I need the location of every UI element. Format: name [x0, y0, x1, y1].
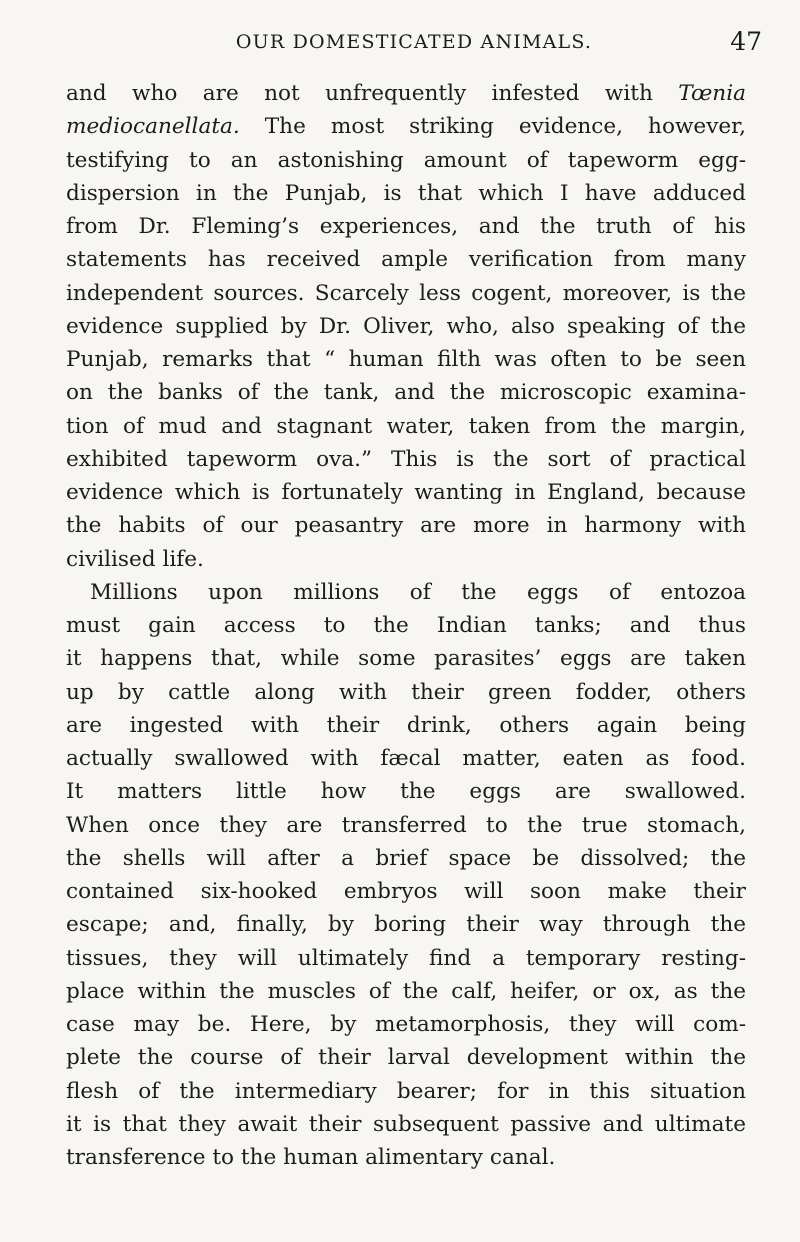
text-line: actually swallowed with fæcal matter, eaten as food.	[66, 746, 746, 771]
text-line: must gain access to the Indian tanks; and thus	[66, 613, 746, 638]
text-line: escape; and, finally, by boring their way through the	[66, 912, 746, 938]
text-line: statements has received ample verification from many	[66, 247, 746, 273]
text-line: tissues, they will ultimately find a temporary resting-	[66, 945, 746, 971]
text-line: When once they are transferred to the true stomach,	[66, 812, 746, 838]
text-line: evidence which is fortunately wanting in England, because	[66, 480, 746, 505]
page-number: 47	[730, 27, 762, 56]
text-line: contained six-hooked embryos will soon make their	[66, 879, 746, 904]
text-line: are ingested with their drink, others again being	[66, 712, 746, 738]
text-line: Millions upon millions of the eggs of entozoa	[90, 579, 746, 605]
text-line	[66, 77, 746, 110]
text-line: tion of mud and stagnant water, taken from the margin,	[66, 413, 746, 439]
page-header	[66, 26, 762, 58]
text-line: Punjab, remarks that “ human filth was often to be seen	[66, 347, 746, 372]
text-line: dispersion in the Punjab, is that which I have adduced	[66, 180, 746, 206]
text-line: case may be. Here, by metamorphosis, they will com-	[66, 1012, 746, 1037]
text-line: up by cattle along with their green fodder, others	[66, 679, 746, 705]
text-line: exhibited tapeworm ova.” This is the sort of practical	[66, 446, 746, 472]
text-line: transference to the human alimentary canal.	[66, 1145, 556, 1170]
text-line: flesh of the intermediary bearer; for in this situation	[66, 1078, 746, 1104]
text-line: on the banks of the tank, and the microscopic examina-	[66, 380, 746, 406]
text-line: it is that they await their subsequent passive and ultimate	[66, 1111, 746, 1137]
text-line: from Dr. Fleming’s experiences, and the truth of his	[66, 214, 746, 239]
text-line: It matters little how the eggs are swallowed.	[66, 779, 746, 805]
text-line: the shells will after a brief space be dissolved; the	[66, 845, 746, 871]
text-span: and who are not unfrequently infested with	[66, 81, 679, 106]
text-line: civilised life.	[66, 546, 204, 572]
text-span: The most striking evidence, however,	[239, 114, 746, 140]
text-line: evidence supplied by Dr. Oliver, who, also speaking of the	[66, 313, 746, 339]
italic-taxon: mediocanellata.	[66, 114, 240, 140]
text-line: it happens that, while some parasites’ eggs are taken	[66, 646, 746, 672]
text-line: plete the course of their larval development within the	[66, 1045, 746, 1071]
text-line: testifying to an astonishing amount of tapeworm egg-	[66, 147, 746, 173]
text-line: the habits of our peasantry are more in harmony with	[66, 513, 746, 539]
text-line: independent sources. Scarcely less cogent, moreover, is the	[66, 280, 746, 306]
body-text	[66, 77, 746, 1174]
text-line: place within the muscles of the calf, heifer, or ox, as the	[66, 978, 746, 1004]
running-title: OUR DOMESTICATED ANIMALS.	[235, 31, 593, 53]
text-line	[66, 110, 746, 143]
italic-taxon: Tœnia	[678, 81, 746, 106]
